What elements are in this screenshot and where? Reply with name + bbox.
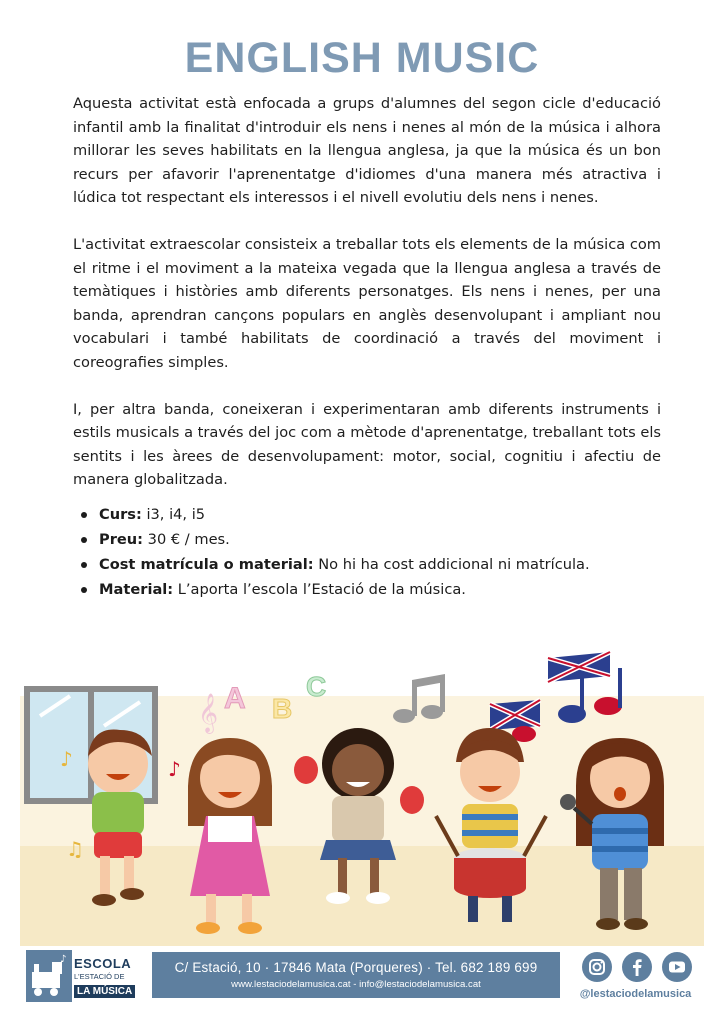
logo-line-1: ESCOLA bbox=[74, 956, 132, 971]
detail-value: i3, i4, i5 bbox=[141, 505, 206, 523]
logo-line-2: L'ESTACIÓ DE bbox=[74, 972, 125, 981]
logo-line-3: LA MÚSICA bbox=[74, 985, 135, 998]
social-handle[interactable]: @lestaciodelamusica bbox=[579, 988, 692, 1000]
detail-item-material bbox=[73, 577, 661, 602]
detail-label: Cost matrícula o material: bbox=[99, 555, 314, 573]
detail-item-cost bbox=[73, 552, 661, 577]
web-email-text[interactable]: www.lestaciodelamusica.cat - info@lestaciodelamusica.cat bbox=[231, 979, 481, 990]
detail-item-course bbox=[73, 502, 661, 527]
address-text: C/ Estació, 10 · 17846 Mata (Porqueres) · Tel. 682 189 699 bbox=[174, 960, 538, 975]
svg-text:♪: ♪ bbox=[60, 954, 67, 965]
detail-label: Preu: bbox=[99, 530, 144, 548]
letter-c: C bbox=[306, 671, 327, 702]
school-logo bbox=[26, 950, 136, 1006]
youtube-icon[interactable] bbox=[662, 952, 692, 982]
activity-paragraph: L'activitat extraescolar consisteix a treballar tots els elements de la música com el ritme i el moviment a la mateixa vegada que la llengua anglesa a través de temàtiques i històries amb diferents personatges. Els nens i nenes, per una banda, aprendran cançons populars en anglès desenvolupant i ampliant nou vocabulari i també habilitats de coordinació a través del moviment i coreografies simples. bbox=[73, 235, 661, 371]
svg-text:♪: ♪ bbox=[168, 757, 181, 781]
social-links bbox=[582, 952, 698, 982]
instruments-paragraph: I, per altra banda, coneixeran i experimentaran amb diferents instruments i estils musicals a través del joc com a mètode d'aprenentatge, treballant tots els sentits i les àrees de desenvolupament: motor, social, cognitiu i afectiu de manera globalitzada. bbox=[73, 400, 661, 489]
detail-item-price bbox=[73, 527, 661, 552]
logo-text bbox=[74, 956, 135, 999]
main-content bbox=[73, 92, 661, 602]
facebook-icon[interactable] bbox=[622, 952, 652, 982]
letter-a: A bbox=[224, 682, 246, 715]
contact-bar bbox=[152, 952, 560, 998]
instagram-icon[interactable] bbox=[582, 952, 612, 982]
train-logo-icon bbox=[26, 950, 72, 1002]
detail-value: 30 € / mes. bbox=[143, 530, 230, 548]
detail-value: No hi ha cost addicional ni matrícula. bbox=[313, 555, 590, 573]
svg-text:𝄞: 𝄞 bbox=[198, 693, 219, 733]
footer bbox=[26, 950, 698, 1010]
svg-text:♪: ♪ bbox=[60, 747, 73, 771]
page-title: ENGLISH MUSIC bbox=[184, 34, 540, 82]
detail-value: L’aporta l’escola l’Estació de la música. bbox=[173, 580, 466, 598]
detail-label: Material: bbox=[99, 580, 174, 598]
detail-label: Curs: bbox=[99, 505, 142, 523]
svg-text:♫: ♫ bbox=[66, 837, 84, 861]
letter-b: B bbox=[272, 693, 293, 724]
details-list bbox=[73, 502, 661, 602]
intro-paragraph: Aquesta activitat està enfocada a grups d'alumnes del segon cicle d'educació infantil amb la finalitat d'introduir els nens i nenes al món de la música i alhora millorar les seves habilitats en la llengua anglesa, ja que la música és un bon recurs per afavorir l'aprenentatge d'idiomes d'una manera més atractiva i lúdica tot respectant els interessos i el nivell evolutiu dels nens i nenes. bbox=[73, 95, 661, 207]
children-music-illustration bbox=[20, 646, 704, 946]
